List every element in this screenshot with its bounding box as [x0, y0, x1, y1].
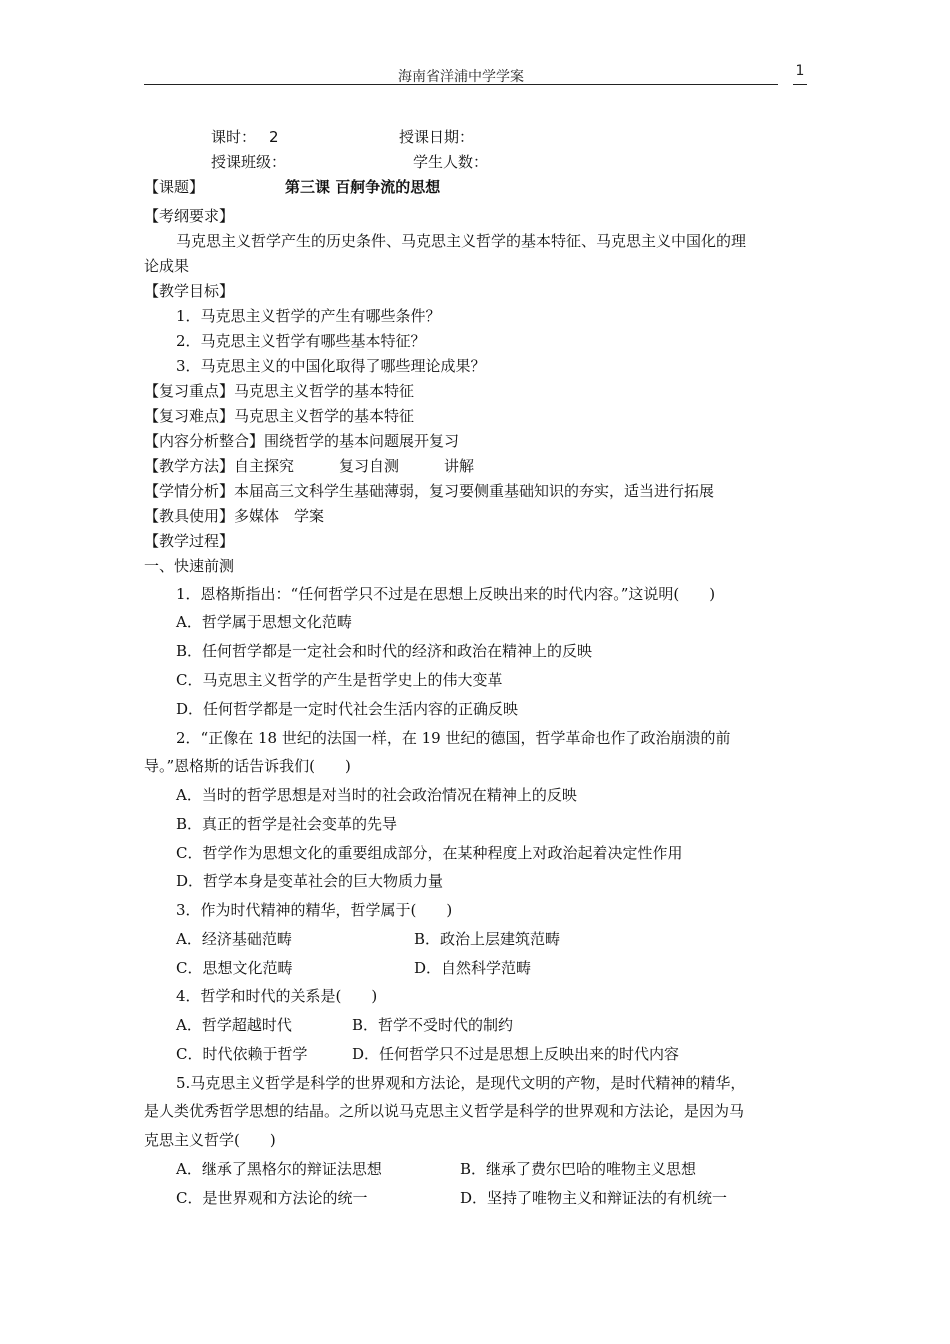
question-5-option-c: C．是世界观和方法论的统一	[176, 1189, 368, 1207]
review-difficulty: 【复习难点】马克思主义哲学的基本特征	[144, 407, 415, 425]
question-5-option-b: B．继承了费尔巴哈的唯物主义思想	[460, 1160, 697, 1178]
syllabus-label: 【考纲要求】	[144, 207, 235, 225]
students-label: 学生人数：	[413, 153, 489, 171]
question-5-stem-line3: 克思主义哲学( )	[144, 1131, 276, 1149]
question-3-option-b: B．政治上层建筑范畴	[414, 930, 561, 948]
goal-item: 2．马克思主义哲学有哪些基本特征？	[176, 332, 426, 350]
question-3-stem: 3．作为时代精神的精华，哲学属于( )	[176, 901, 453, 919]
teaching-methods: 【教学方法】自主探究 复习自测 讲解	[144, 457, 475, 475]
teaching-tools: 【教具使用】多媒体 学案	[144, 507, 325, 525]
question-4-option-c: C．时代依赖于哲学	[176, 1045, 308, 1063]
topic-label: 【课题】	[144, 178, 205, 196]
question-1-stem: 1．恩格斯指出：“任何哲学只不过是在思想上反映出来的时代内容。”这说明( )	[176, 585, 716, 603]
question-1-option-c: C．马克思主义哲学的产生是哲学史上的伟大变革	[176, 671, 503, 689]
question-4-option-a: A．哲学超越时代	[176, 1016, 292, 1034]
goals-label: 【教学目标】	[144, 282, 235, 300]
question-2-stem-line2: 导。”恩格斯的话告诉我们( )	[144, 757, 351, 775]
question-3-option-c: C．思想文化范畴	[176, 959, 293, 977]
question-1-option-b: B．任何哲学都是一定社会和时代的经济和政治在精神上的反映	[176, 642, 593, 660]
page-number-underline	[793, 84, 807, 85]
question-4-stem: 4．哲学和时代的关系是( )	[176, 987, 378, 1005]
header-rule	[144, 84, 778, 85]
question-2-option-c: C．哲学作为思想文化的重要组成部分，在某种程度上对政治起着决定性作用	[176, 844, 683, 862]
question-5-stem-line2: 是人类优秀哲学思想的结晶。之所以说马克思主义哲学是科学的世界观和方法论，是因为马	[144, 1102, 745, 1120]
class-label: 授课班级：	[211, 153, 287, 171]
period-value: 2	[269, 128, 279, 146]
question-3-option-d: D．自然科学范畴	[414, 959, 532, 977]
content-analysis: 【内容分析整合】围绕哲学的基本问题展开复习	[144, 432, 460, 450]
header-school-name: 海南省洋浦中学学案	[398, 69, 524, 85]
question-2-option-b: B．真正的哲学是社会变革的先导	[176, 815, 398, 833]
question-1-option-a: A．哲学属于思想文化范畴	[176, 613, 352, 631]
section-heading: 一、快速前测	[144, 557, 235, 575]
question-5-option-d: D．坚持了唯物主义和辩证法的有机统一	[460, 1189, 728, 1207]
question-4-option-b: B．哲学不受时代的制约	[352, 1016, 514, 1034]
page-number: 1	[795, 63, 805, 79]
question-2-option-a: A．当时的哲学思想是对当时的社会政治情况在精神上的反映	[176, 786, 577, 804]
review-focus: 【复习重点】马克思主义哲学的基本特征	[144, 382, 415, 400]
syllabus-text-line2: 论成果	[144, 257, 190, 275]
lesson-title: 第三课 百舸争流的思想	[285, 178, 441, 196]
syllabus-text-line1: 马克思主义哲学产生的历史条件、马克思主义哲学的基本特征、马克思主义中国化的理	[176, 232, 747, 250]
question-2-option-d: D．哲学本身是变革社会的巨大物质力量	[176, 872, 444, 890]
goal-item: 3．马克思主义的中国化取得了哪些理论成果？	[176, 357, 486, 375]
teaching-process-label: 【教学过程】	[144, 532, 235, 550]
period-label: 课时：	[211, 128, 257, 146]
question-1-option-d: D．任何哲学都是一定时代社会生活内容的正确反映	[176, 700, 519, 718]
goal-item: 1．马克思主义哲学的产生有哪些条件？	[176, 307, 441, 325]
question-3-option-a: A．经济基础范畴	[176, 930, 292, 948]
question-5-stem-line1: 5.马克思主义哲学是科学的世界观和方法论，是现代文明的产物，是时代精神的精华，	[176, 1074, 746, 1092]
question-5-option-a: A．继承了黑格尔的辩证法思想	[176, 1160, 382, 1178]
question-4-option-d: D．任何哲学只不过是思想上反映出来的时代内容	[352, 1045, 680, 1063]
student-analysis: 【学情分析】本届高三文科学生基础薄弱，复习要侧重基础知识的夯实，适当进行拓展	[144, 482, 715, 500]
date-label: 授课日期：	[399, 128, 475, 146]
question-2-stem-line1: 2．“正像在 18 世纪的法国一样，在 19 世纪的德国，哲学革命也作了政治崩溃的前	[176, 729, 731, 747]
